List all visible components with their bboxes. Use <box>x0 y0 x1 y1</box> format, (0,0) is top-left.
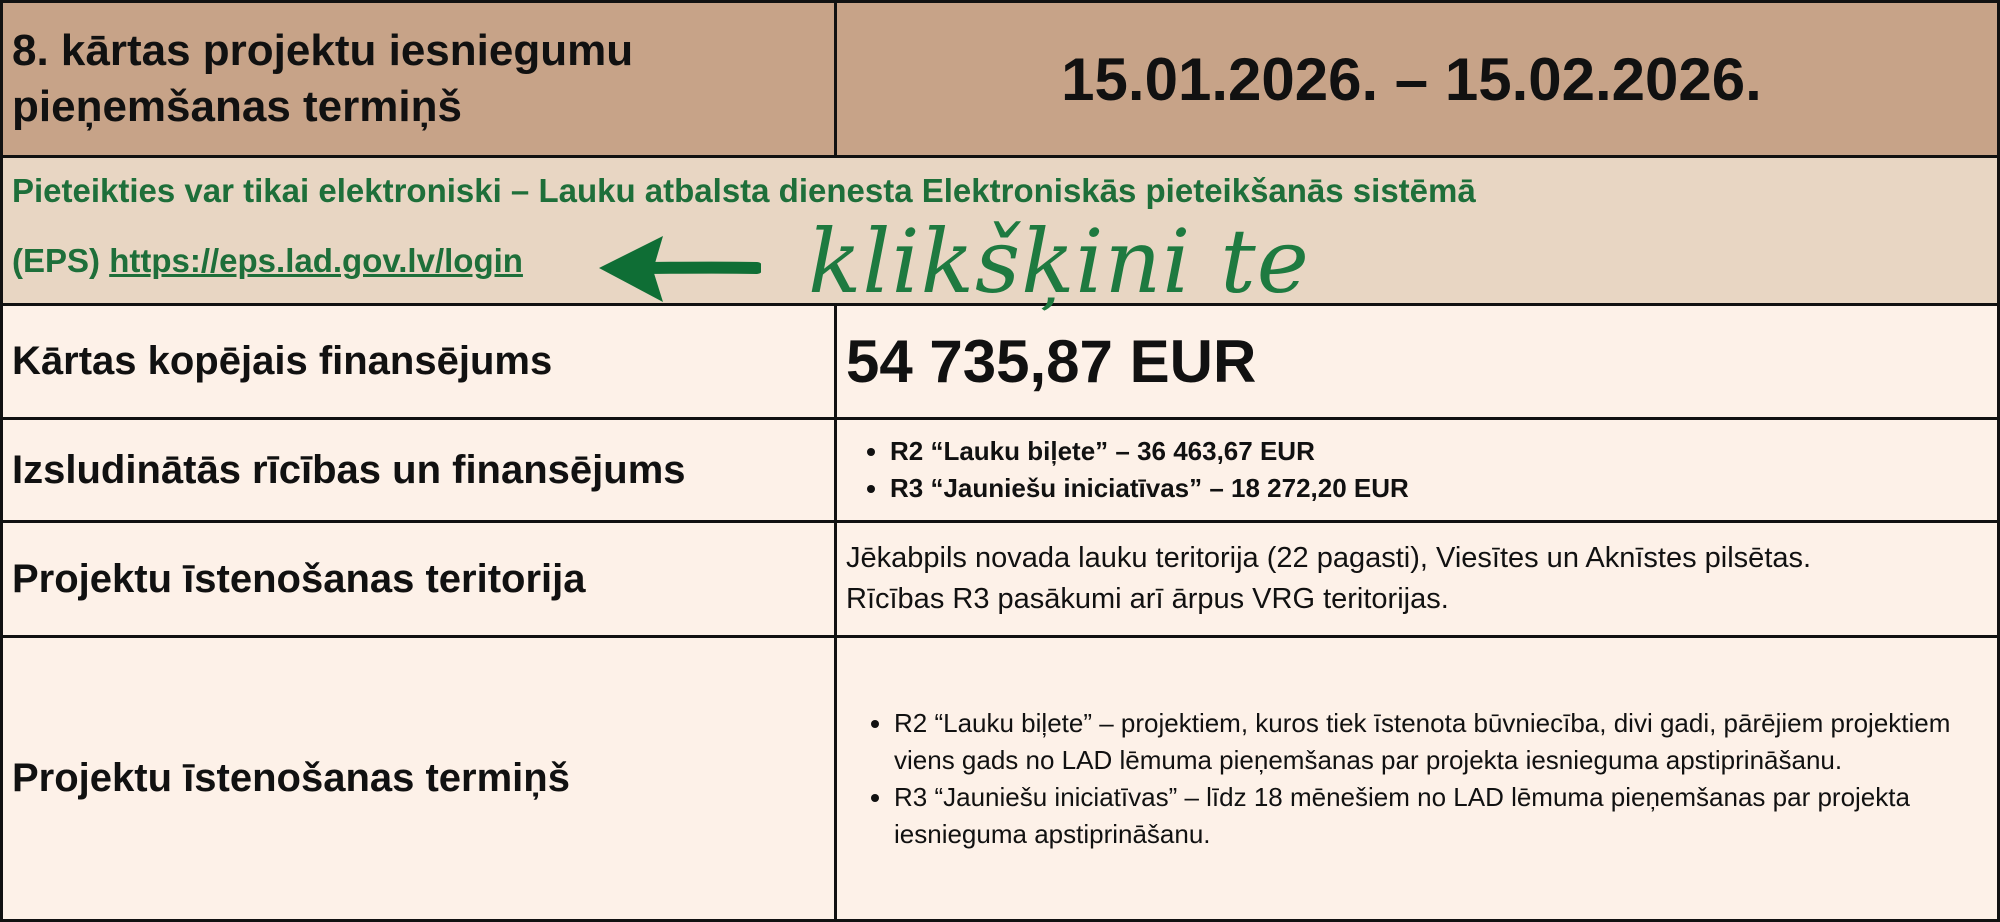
header-title <box>12 23 633 135</box>
notice-prefix: (EPS) <box>12 242 101 279</box>
cell-deadline-list <box>837 638 1997 919</box>
actions-list <box>846 433 1409 507</box>
notice-line1: Pieteikties var tikai elektroniski – Lauku atbalsta dienesta Elektroniskās pieteikšanās sistēmā <box>12 172 1476 209</box>
header-dates: 15.01.2026. – 15.02.2026. <box>1061 45 1762 113</box>
territory-text <box>846 538 1811 620</box>
row-notice <box>3 158 1997 313</box>
row-implementation-deadline <box>3 638 1997 919</box>
notice-line2 <box>12 242 523 280</box>
deadline-label: Projektu īstenošanas termiņš <box>12 756 570 800</box>
cell-funding-amount <box>837 306 1997 417</box>
funding-amount: 54 735,87 EUR <box>846 328 1257 395</box>
row-deadline-header <box>3 3 1997 158</box>
cell-territory-text <box>837 523 1997 635</box>
list-item: • R2 “Lauku biļete” – projektiem, kuros tiek īstenota būvniecība, divi gadi, pārējiem projektiem viens gads no LAD lēmuma pieņemšanas par projekta iesnieguma apstiprināšanu. <box>894 705 1954 779</box>
list-item: • R2 “Lauku biļete” – 36 463,67 EUR <box>890 433 1409 470</box>
cell-funding-label <box>3 306 837 417</box>
actions-label: Izsludinātās rīcības un finansējums <box>12 447 686 492</box>
list-item: • R3 “Jauniešu iniciatīvas” – līdz 18 mēnešiem no LAD lēmuma pieņemšanas par projekta iesnieguma apstiprināšanu. <box>894 779 1954 853</box>
row-total-funding <box>3 306 1997 420</box>
list-item: • R3 “Jauniešu iniciatīvas” – 18 272,20 EUR <box>890 470 1409 507</box>
row-actions <box>3 420 1997 523</box>
cell-territory-label <box>3 523 837 635</box>
cell-header-dates <box>837 3 1997 155</box>
deadline-list <box>846 705 1954 853</box>
territory-label: Projektu īstenošanas teritorija <box>12 556 586 601</box>
row-territory <box>3 523 1997 638</box>
arrow-left-icon <box>591 228 761 308</box>
cell-actions-list <box>837 420 1997 520</box>
cell-header-title <box>3 3 837 155</box>
cell-actions-label <box>3 420 837 520</box>
header-title-line1: 8. kārtas projektu iesniegumu <box>12 26 634 75</box>
territory-line2: Rīcības R3 pasākumi arī ārpus VRG teritorijas. <box>846 583 1449 615</box>
header-title-line2: pieņemšanas termiņš <box>12 82 462 131</box>
click-here-handwriting: klikšķini te <box>808 210 1310 313</box>
eps-login-link[interactable]: https://eps.lad.gov.lv/login <box>109 242 523 279</box>
territory-line1: Jēkabpils novada lauku teritorija (22 pagasti), Viesītes un Aknīstes pilsētas. <box>846 542 1812 574</box>
funding-label: Kārtas kopējais finansējums <box>12 339 553 383</box>
cell-deadline-label <box>3 638 837 919</box>
